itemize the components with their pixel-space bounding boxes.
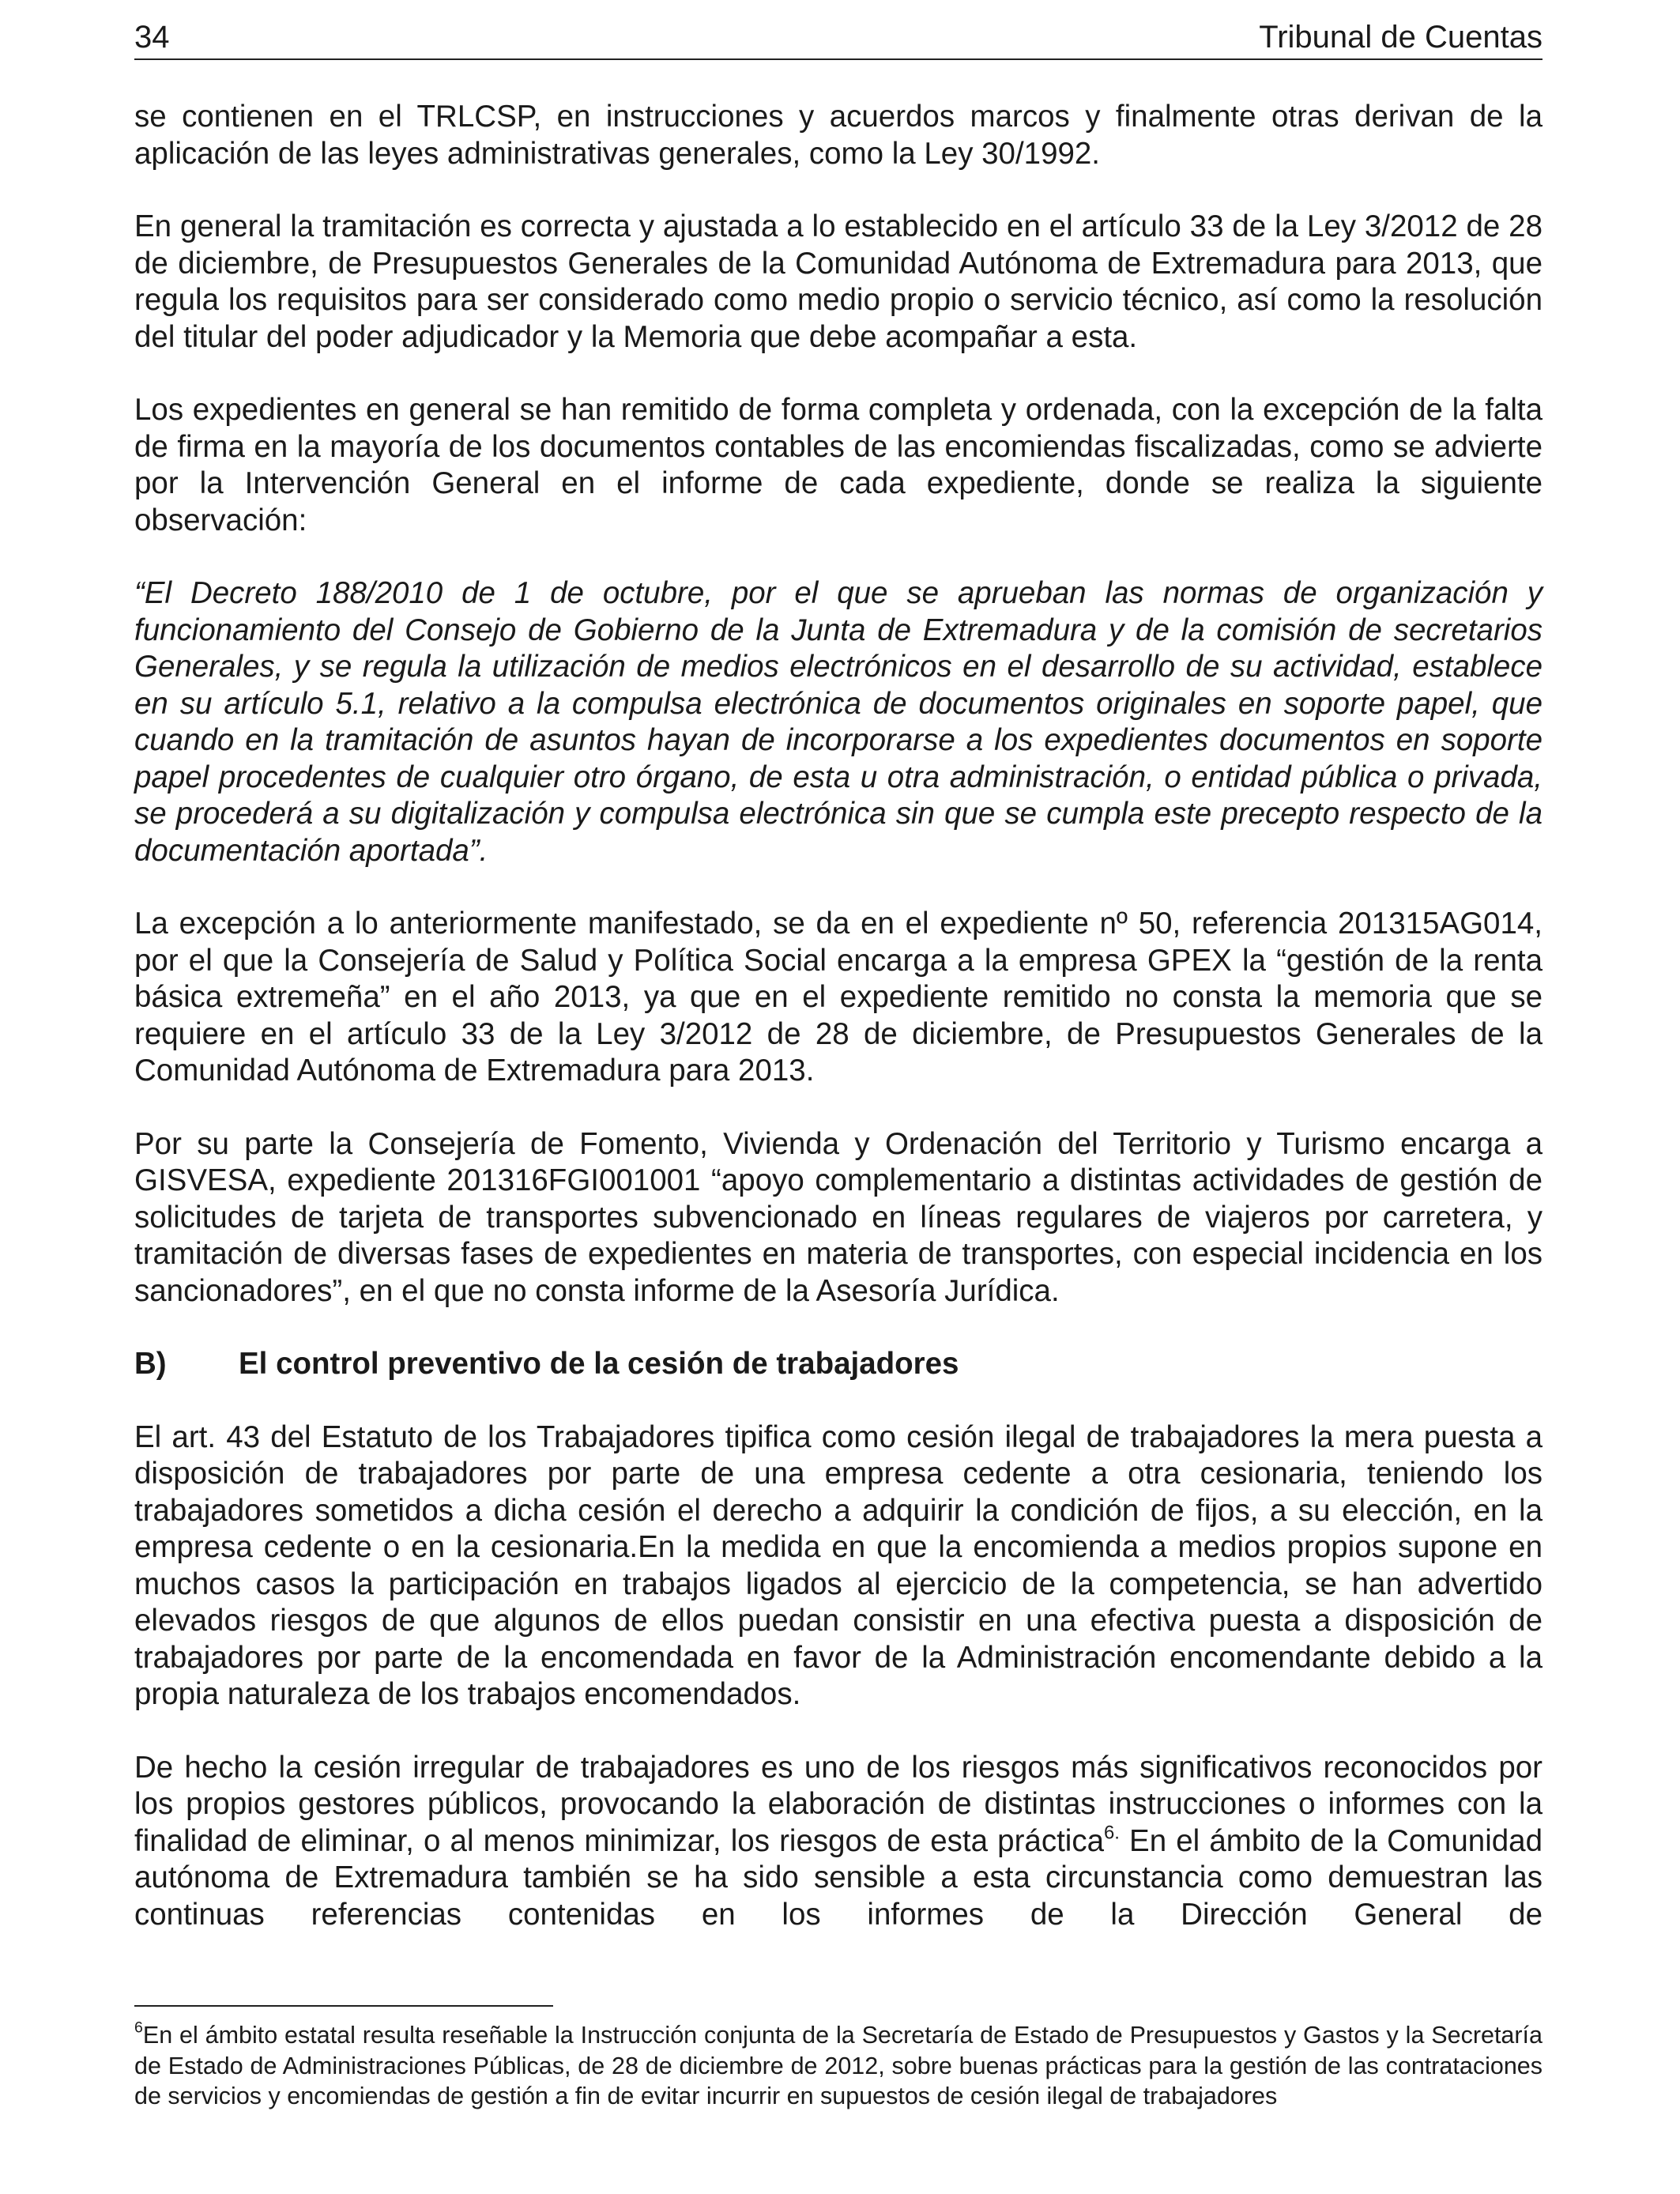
footnote-separator xyxy=(134,2005,553,2007)
footnote-reference[interactable]: 6. xyxy=(1103,1822,1120,1843)
footnote-marker: 6 xyxy=(134,2019,143,2037)
section-letter: B) xyxy=(134,1347,167,1381)
paragraph-5: Por su parte la Consejería de Fomento, Vivienda y Ordenación del Territorio y Turismo encarga a GISVESA, expediente 201316FGI001001 “apoyo complementario a distintas actividades de gestión de solicitudes de tarjeta de transportes subvencionado en líneas regulares de viajeros por carretera, y tramitación de diversas fases de expedientes en materia de transportes, con especial incidencia en los sancionadores”, en el que no consta informe de la Asesoría Jurídica. xyxy=(134,1126,1543,1308)
footnote xyxy=(134,2020,1543,2112)
running-title: Tribunal de Cuentas xyxy=(1259,20,1543,55)
page-number: 34 xyxy=(134,20,170,55)
paragraph-7 xyxy=(134,1750,1543,1934)
body-text xyxy=(134,99,1543,1933)
paragraph-6: El art. 43 del Estatuto de los Trabajadores tipifica como cesión ilegal de trabajadores la mera puesta a disposición de trabajadores por parte de una empresa cedente a otra cesionaria, teniendo los trabajadores sometidos a dicha cesión el derecho a adquirir la condición de fijos, a su elección, en la empresa cedente o en la cesionaria.En la medida en que la encomienda a medios propios supone en muchos casos la participación en trabajos ligados al ejercicio de la competencia, se han advertido elevados riesgos de que algunos de ellos puedan consistir en una efectiva puesta a disposición de trabajadores por parte de la encomendada en favor de la Administración encomendante debido a la propia naturaleza de los trabajos encomendados. xyxy=(134,1419,1543,1711)
footnote-text: En el ámbito estatal resulta reseñable la Instrucción conjunta de la Secretaría de Estado de Presupuestos y Gastos y la Secretaría de Estado de Administraciones Públicas, de 28 de diciembre de 2012, sobre buenas prácticas para la gestión de las contrataciones de servicios y encomiendas de gestión a fin de evitar incurrir en supuestos de cesión ilegal de trabajadores xyxy=(134,2022,1543,2109)
paragraph-2: En general la tramitación es correcta y ajustada a lo establecido en el artículo 33 de la Ley 3/2012 de 28 de diciembre, de Presupuestos Generales de la Comunidad Autónoma de Extremadura para 2013, que regula los requisitos para ser considerado como medio propio o servicio técnico, así como la resolución del titular del poder adjudicador y la Memoria que debe acompañar a esta. xyxy=(134,209,1543,354)
section-heading xyxy=(134,1346,1543,1383)
paragraph-4: La excepción a lo anteriormente manifestado, se da en el expediente nº 50, referencia 201315AG014, por el que la Consejería de Salud y Política Social encarga a la empresa GPEX la “gestión de la renta básica extremeña” en el año 2013, ya que en el expediente remitido no consta la memoria que se requiere en el artículo 33 de la Ley 3/2012 de 28 de diciembre, de Presupuestos Generales de la Comunidad Autónoma de Extremadura para 2013. xyxy=(134,907,1543,1088)
quoted-observation: “El Decreto 188/2010 de 1 de octubre, por el que se aprueban las normas de organización y funcionamiento del Consejo de Gobierno de la Junta de Extremadura y de la comisión de secretarios Generales, y se regula la utilización de medios electrónicos en el desarrollo de su actividad, establece en su artículo 5.1, relativo a la compulsa electrónica de documentos originales en soporte papel, que cuando en la tramitación de asuntos hayan de incorporarse a los expedientes documentos en soporte papel procedentes de cualquier otro órgano, de esta u otra administración, o entidad pública o privada, se procederá a su digitalización y compulsa electrónica sin que se cumpla este precepto respecto de la documentación aportada”. xyxy=(134,576,1543,868)
section-title: El control preventivo de la cesión de trabajadores xyxy=(239,1347,959,1381)
page-header xyxy=(134,16,1543,60)
paragraph-3: Los expedientes en general se han remitido de forma completa y ordenada, con la excepción de la falta de firma en la mayoría de los documentos contables de las encomiendas fiscalizadas, como se advierte por la Intervención General en el informe de cada expediente, donde se realiza la siguiente observación: xyxy=(134,393,1543,537)
paragraph-7-text-a: De hecho la cesión irregular de trabajadores es uno de los riesgos más significativos reconocidos por los propios gestores públicos, provocando la elaboración de distintas instrucciones o informes con la finalidad de eliminar, o al menos minimizar, los riesgos de esta práctica xyxy=(134,1750,1543,1858)
paragraph-1: se contienen en el TRLCSP, en instrucciones y acuerdos marcos y finalmente otras derivan de la aplicación de las leyes administrativas generales, como la Ley 30/1992. xyxy=(134,100,1543,171)
paragraph-7-text-b: En el ámbito de la Comunidad autónoma de Extremadura también se ha sido sensible a esta circunstancia como demuestran las continuas referencias contenidas en los informes de la Dirección General de xyxy=(134,1823,1543,1932)
